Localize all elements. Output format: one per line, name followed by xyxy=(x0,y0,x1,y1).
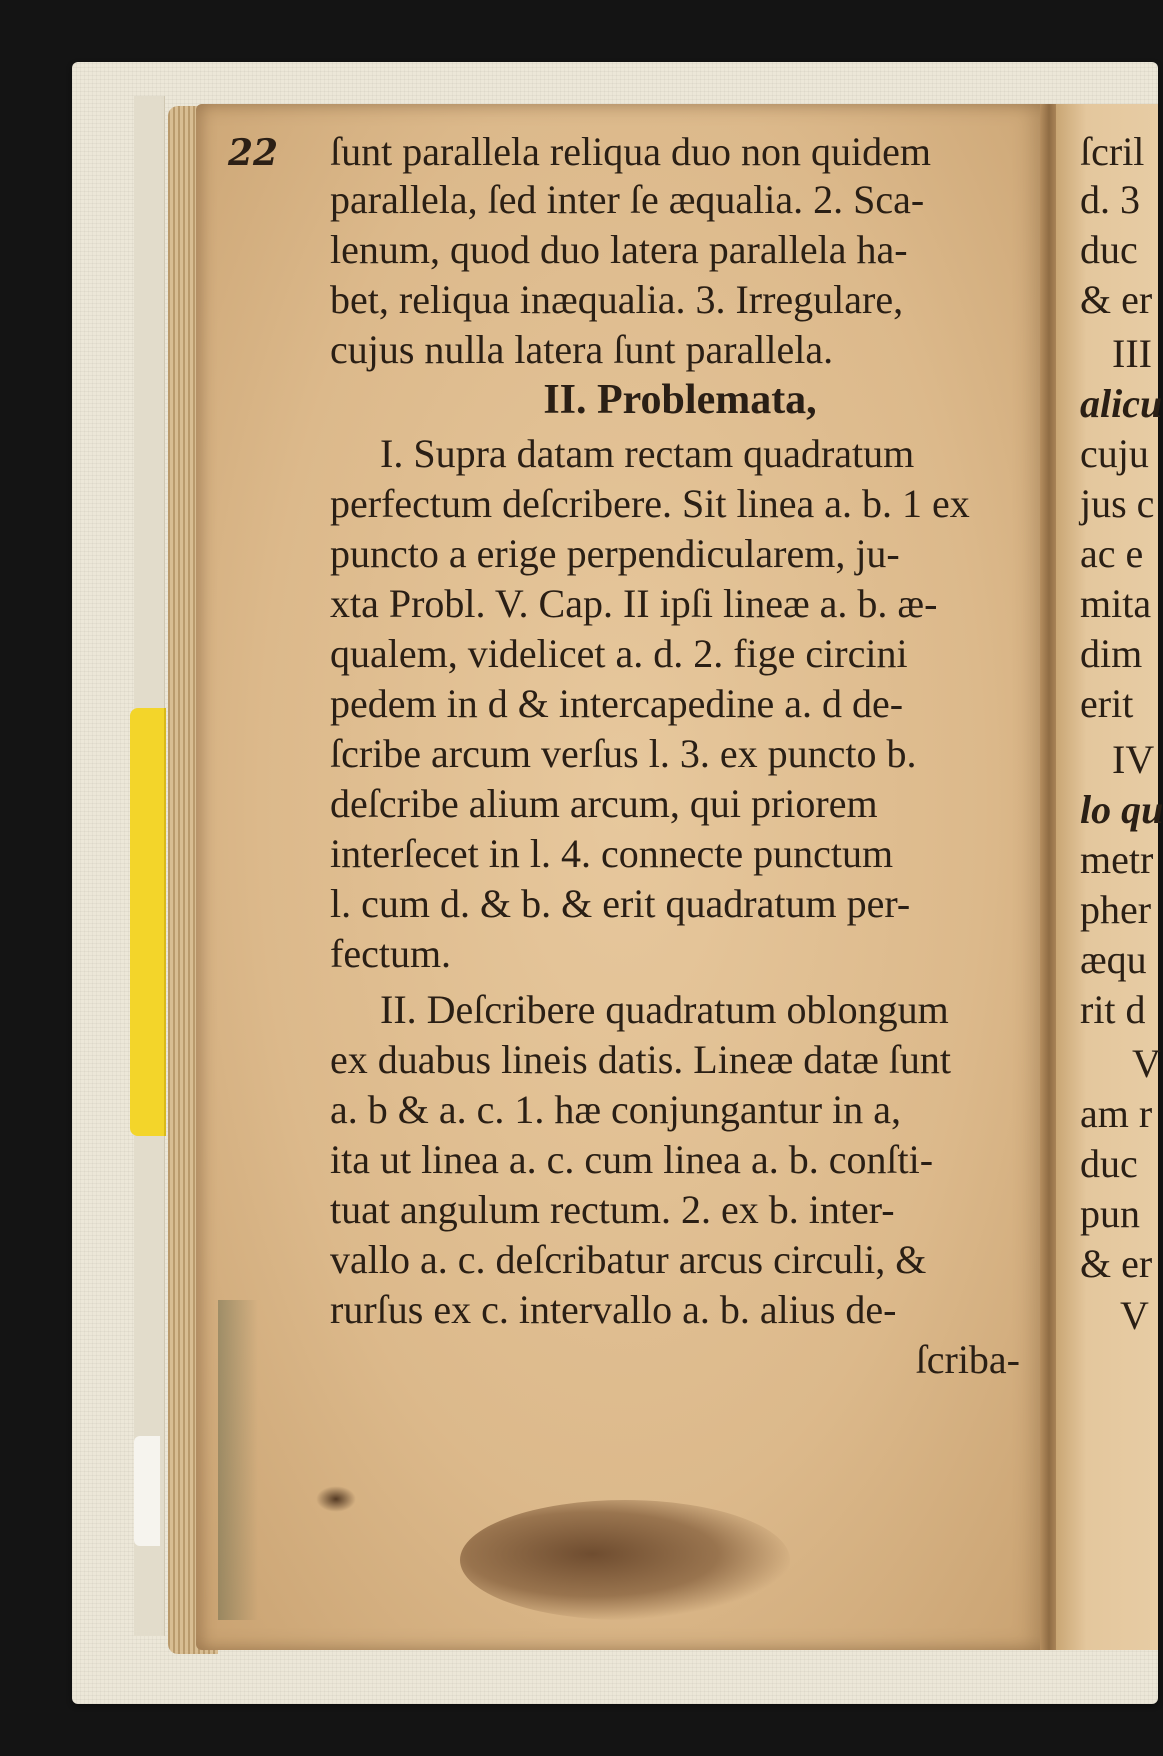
right-text-line: erit xyxy=(1080,681,1134,726)
right-text-line: jus c xyxy=(1080,481,1155,526)
right-text-line: cuju xyxy=(1080,431,1149,476)
text-line: parallela, ſed inter ſe æqualia. 2. Sca- xyxy=(330,177,925,222)
text-line: interſecet in l. 4. connecte punctum xyxy=(330,831,894,876)
right-text-line: pun xyxy=(1080,1191,1140,1236)
right-text-line: pher xyxy=(1080,887,1152,932)
text-line: ſcribe arcum verſus l. 3. ex puncto b. xyxy=(330,731,917,776)
right-text-line: rit d xyxy=(1080,987,1146,1032)
text-line: rurſus ex c. intervallo a. b. alius de- xyxy=(330,1287,897,1332)
right-text-line: ac e xyxy=(1080,531,1144,576)
text-line: a. b & a. c. 1. hæ conjungantur in a, xyxy=(330,1087,901,1132)
text-line: vallo a. c. deſcribatur arcus circuli, & xyxy=(330,1237,927,1282)
text-line: fectum. xyxy=(330,931,452,976)
right-text-line: V xyxy=(1120,1293,1149,1338)
catchword: ſcriba- xyxy=(915,1337,1020,1382)
text-line: deſcribe alium arcum, qui priorem xyxy=(330,781,878,826)
water-stain xyxy=(460,1500,790,1620)
text-line: I. Supra datam rectam quadratum xyxy=(380,431,915,476)
right-text-line: & er xyxy=(1080,1241,1153,1286)
right-text-line: mita xyxy=(1080,581,1152,626)
right-text-line: III xyxy=(1112,331,1152,376)
text-line: perfectum deſcribere. Sit linea a. b. 1 ex xyxy=(330,481,970,526)
text-line: ita ut linea a. c. cum linea a. b. conſti- xyxy=(330,1137,934,1182)
right-text-line: metr xyxy=(1080,837,1154,882)
text-line: l. cum d. & b. & erit quadratum per- xyxy=(330,881,911,926)
section-heading: II. Problemata, xyxy=(543,377,817,423)
right-text-line: V xyxy=(1132,1041,1161,1086)
text-line: ex duabus lineis datis. Lineæ datæ ſunt xyxy=(330,1037,952,1082)
text-line: xta Probl. V. Cap. II ipſi lineæ a. b. æ- xyxy=(330,581,938,626)
right-text-line: duc xyxy=(1080,1141,1138,1186)
page-number: 22 xyxy=(228,132,279,174)
right-text-line: am r xyxy=(1080,1091,1153,1136)
right-text-line: duc xyxy=(1080,227,1138,272)
right-text-line: ſcril xyxy=(1080,129,1145,174)
text-line: bet, reliqua inæqualia. 3. Irregulare, xyxy=(330,277,904,322)
yellow-bookmark-tab xyxy=(130,708,166,1136)
right-text-line: æqu xyxy=(1080,937,1147,982)
text-line: qualem, videlicet a. d. 2. fige circini xyxy=(330,631,908,676)
edge-stain xyxy=(218,1300,258,1620)
text-line: cujus nulla latera ſunt parallela. xyxy=(330,327,834,372)
text-line: lenum, quod duo latera parallela ha- xyxy=(330,227,908,272)
text-line: pedem in d & intercapedine a. d de- xyxy=(330,681,904,726)
right-text-line: IV xyxy=(1112,737,1155,782)
right-text-line: alicu xyxy=(1080,381,1163,426)
text-line: puncto a erige perpendicularem, ju- xyxy=(330,531,900,576)
right-text-line: lo qu xyxy=(1080,787,1163,832)
text-line: tuat angulum rectum. 2. ex b. inter- xyxy=(330,1187,895,1232)
right-text-line: d. 3 xyxy=(1080,177,1140,222)
ink-blot xyxy=(316,1486,356,1512)
white-tab xyxy=(134,1436,160,1546)
text-line: II. Deſcribere quadratum oblongum xyxy=(380,987,949,1032)
text-line: ſunt parallela reliqua duo non quidem xyxy=(330,129,931,174)
right-text-line: dim xyxy=(1080,631,1143,676)
right-text-line: & er xyxy=(1080,277,1153,322)
